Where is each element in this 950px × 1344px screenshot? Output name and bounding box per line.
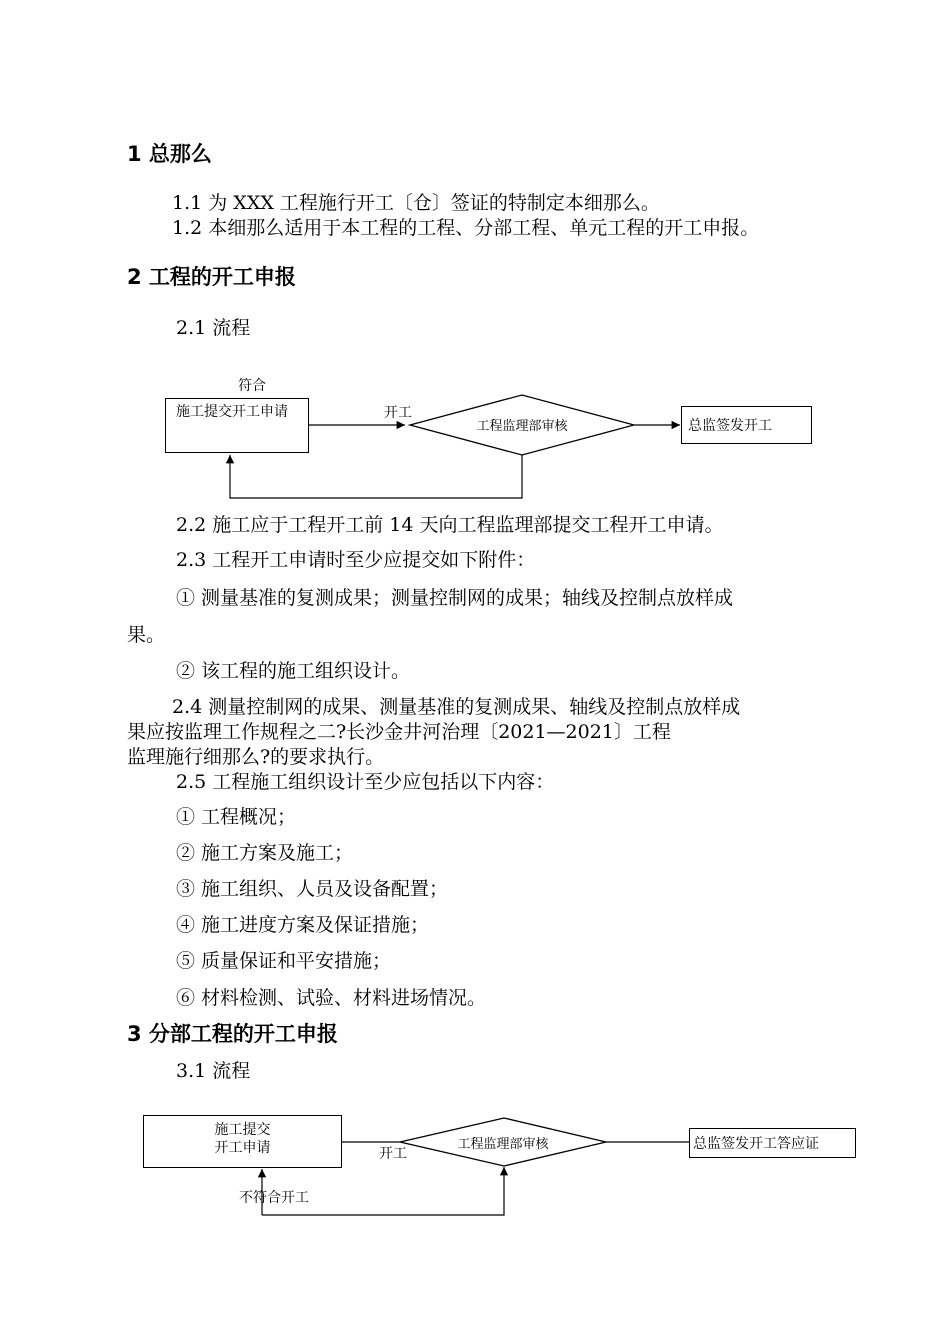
paragraph-2-4-line2: 果应按监理工作规程之二?长沙金井河治理〔2021—2021〕工程 [127,721,671,743]
box-issue-start: 总监签发开工 [681,406,812,444]
review-label: 工程监理部审核 [457,1137,549,1152]
label-start-work: 开工 [384,405,412,421]
attachment-2: ② 该工程的施工组织设计。 [176,660,411,682]
section-3-heading: 3 分部工程的开工申报 [127,1022,338,1046]
list-item: ⑤ 质量保证和平安措施； [176,950,392,972]
paragraph-1-2: 1.2 本细那么适用于本工程的工程、分部工程、单元工程的开工申报。 [172,217,760,239]
paragraph-2-2: 2.2 施工应于工程开工前 14 天向工程监理部提交工程开工申请。 [176,514,724,536]
section-2-heading: 2 工程的开工申报 [127,265,296,289]
paragraph-2-5: 2.5 工程施工组织设计至少应包括以下内容： [176,771,555,793]
review-label: 工程监理部审核 [476,419,568,434]
paragraph-2-1: 2.1 流程 [176,317,251,339]
list-item: ④ 施工进度方案及保证措施； [176,914,430,936]
label-start-work: 开工 [379,1146,407,1162]
paragraph-2-3: 2.3 工程开工申请时至少应提交如下附件： [176,549,536,571]
box-submit-application: 施工提交开工申请 [165,398,309,453]
list-item: ① 工程概况； [176,806,297,828]
submit-line-2: 开工申请 [214,1140,271,1156]
list-item: ③ 施工组织、人员及设备配置； [176,878,449,900]
label-not-pass: 不符合开工 [239,1190,309,1206]
paragraph-3-1: 3.1 流程 [176,1060,251,1082]
attachment-1-line2: 果。 [127,624,166,646]
label-pass: 符合 [238,378,266,394]
attachment-1-line1: ① 测量基准的复测成果；测量控制网的成果；轴线及控制点放样成 [176,587,734,609]
paragraph-2-4-line3: 监理施行细那么?的要求执行。 [127,746,385,768]
paragraph-1-1: 1.1 为 XXX 工程施行开工〔仓〕签证的特制定本细那么。 [172,192,660,214]
box-submit-application [143,1115,342,1168]
submit-line-1: 施工提交 [214,1122,271,1138]
section-1-heading: 1 总那么 [127,142,212,166]
box-issue-permit: 总监签发开工答应证 [689,1128,856,1158]
paragraph-2-4-line1: 2.4 测量控制网的成果、测量基准的复测成果、轴线及控制点放样成 [172,696,741,718]
list-item: ② 施工方案及施工； [176,842,354,864]
list-item: ⑥ 材料检测、试验、材料进场情况。 [176,987,487,1009]
